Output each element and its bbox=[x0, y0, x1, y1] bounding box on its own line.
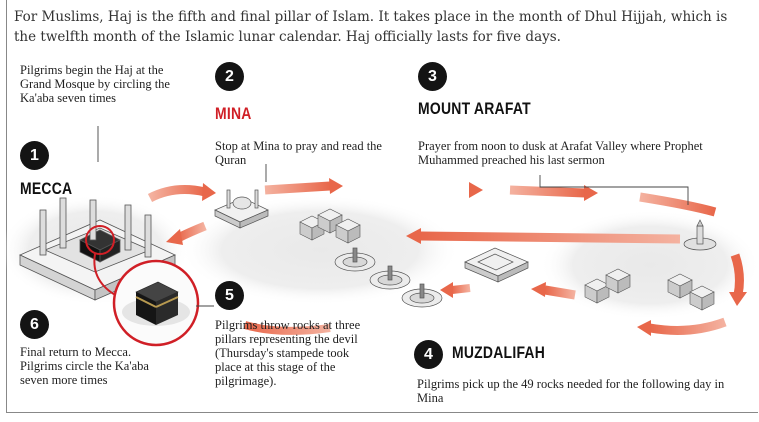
step-1-title: MECCA bbox=[20, 179, 73, 198]
arrow-head bbox=[202, 183, 216, 201]
step-4-title: MUZDALIFAH bbox=[452, 343, 546, 362]
arrow-arafat-curve bbox=[640, 197, 715, 212]
arrow-mina-to-arafat-1 bbox=[265, 186, 330, 190]
step-3-title: MOUNT ARAFAT bbox=[418, 99, 531, 118]
arrow-arafat-to-muzdalifah bbox=[650, 322, 725, 330]
step-5-description: Pilgrims throw rocks at three pillars representing the devil (Thursday's stampede took place at this stage of the pilgrimage). bbox=[215, 318, 361, 388]
step-6-number-badge: 6 bbox=[20, 310, 49, 339]
arrow-arafat-to-mina-upper bbox=[420, 236, 680, 239]
intro-text: For Muslims, Haj is the fifth and final pillar of Islam. It takes place in the month of Dhul Hijjah, which is the twelfth month of the Islamic lunar calendar. Haj officially lasts for five days. bbox=[14, 9, 728, 45]
arrow-muzdalifah-out bbox=[545, 290, 575, 295]
ground-arafat bbox=[540, 210, 759, 320]
arrow-head bbox=[531, 282, 546, 297]
kaaba-zoom-inset bbox=[114, 261, 198, 345]
arrow-mecca-to-mina bbox=[150, 190, 205, 198]
arrow-head bbox=[440, 282, 453, 298]
arrow-muzdalifah-to-jamarat bbox=[452, 288, 470, 290]
step-4-description: Pilgrims pick up the 49 rocks needed for the following day in Mina bbox=[417, 377, 725, 405]
step-6-description: Final return to Mecca. Pilgrims circle the Ka'aba seven more times bbox=[20, 345, 149, 387]
arrow-head bbox=[469, 182, 483, 198]
step-3-description: Prayer from noon to dusk at Arafat Valley where Prophet Muhammed preached his last sermon bbox=[418, 139, 703, 167]
arrow-head bbox=[637, 320, 651, 336]
arrow-head bbox=[329, 178, 343, 194]
step-2-number-badge: 2 bbox=[215, 62, 244, 91]
arrow-mina-to-arafat-3 bbox=[510, 190, 585, 193]
muzdalifah-mosque bbox=[465, 248, 528, 282]
step-4-number-badge: 4 bbox=[414, 340, 443, 369]
step-2-title: MINA bbox=[215, 104, 252, 123]
step-1-number-badge: 1 bbox=[20, 141, 49, 170]
step-1-description: Pilgrims begin the Haj at the Grand Mosque by circling the Ka'aba seven times bbox=[20, 63, 170, 105]
step-5-number-badge: 5 bbox=[215, 281, 244, 310]
step-3-number-badge: 3 bbox=[418, 62, 447, 91]
arrow-arafat-down bbox=[735, 255, 739, 295]
step-2-description: Stop at Mina to pray and read the Quran bbox=[215, 139, 382, 167]
